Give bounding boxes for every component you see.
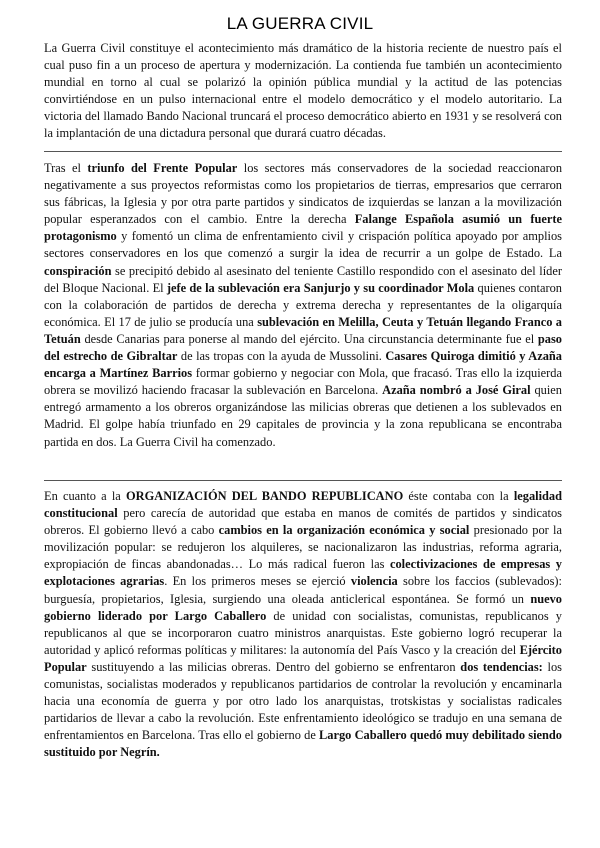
text-run: se precipitó debido al asesinato del teniente Castillo respondido con el asesinato del líder del Bloque Nacional. El <box>44 263 562 295</box>
text-run: sustituyendo a las milicias obreras. Dentro del gobierno se enfrentaron <box>86 659 461 674</box>
emphasized-text: violencia <box>350 574 398 589</box>
emphasized-text: jefe de la sublevación era Sanjurjo y su coordinador Mola <box>166 280 475 295</box>
emphasized-text: sublevación en Melilla, Ceuta y Tetuán llegando Franco a Tetuán <box>44 314 562 346</box>
section-bando-republicano-paragraph <box>44 488 562 762</box>
emphasized-text: Largo Caballero quedó muy debilitado siendo sustituido por Negrín. <box>44 728 562 760</box>
text-run: En cuanto a la <box>44 489 127 503</box>
text-run: . En los primeros meses se ejerció <box>164 574 351 589</box>
text-run: presionado por la movilización popular: se redujeron los alquileres, se nacionalizaron las industrias, reforma agraria, expropiación de fincas abandonadas… Lo más radical fueron las <box>44 523 562 572</box>
emphasized-text: triunfo del Frente Popular <box>87 161 238 175</box>
section-divider <box>44 480 562 481</box>
emphasized-text: Azaña nombró a José Giral <box>382 383 531 398</box>
emphasized-text: cambios en la organización económica y social <box>218 523 470 538</box>
text-run: pero carecía de autoridad que estaba en manos de comités de partidos y sindicatos obreros. El gobierno llevó a cabo <box>44 506 562 538</box>
intro-paragraph: La Guerra Civil constituye el acontecimiento más dramático de la historia reciente de nuestro país el cual puso fin a un proceso de apertura y modernización. La contienda fue también un acontecimiento mundial en torno al cual se polarizó la opinión pública mundial y la actitud de las potencias convirtiéndose en un pulso internacional entre el modelo democrático y el modelo autoritario. La victoria del llamado Bando Nacional truncará el proceso democrático abierto en 1931 y se resolverá con la implantación de una dictadura personal que durará cuatro décadas. <box>44 41 562 141</box>
emphasized-text: ORGANIZACIÓN DEL BANDO REPUBLICANO <box>126 489 404 503</box>
text-run: y fomentó un clima de enfrentamiento civil y crispación política apoyado por amplios sectores conservadores en los que comenzó a surgir la idea de recurrir a un golpe de Estado. La <box>44 229 562 261</box>
text-run: de unidad con socialistas, comunistas, republicanos y republicanos al que se incorporaron cuatro ministros anarquistas. Este gobierno logró recuperar la autoridad y aplicó reformas políticas y militares: la autonomía del País Vasco y la creación del <box>44 608 562 657</box>
text-run: los sectores más conservadores de la sociedad reaccionaron negativamente a sus proyectos reformistas como los propietarios de tierras, empresarios que cerraron sus fábricas, la Iglesia y por otra parte partidos y sindicatos de izquierdas se lanzan a la movilización popular esperanzados con el cambio. Entre la derecha <box>44 161 563 227</box>
page-title: LA GUERRA CIVIL <box>226 14 374 33</box>
emphasized-text: legalidad constitucional <box>44 489 563 521</box>
text-run: los comunistas, socialistas moderados y republicanos partidarios de controlar la revolución y encaminarla hacia una economía de guerra y por otro lado los anarquistas, trotskistas y socialistas radicales partidarios de llevar a cabo la revolución. Este enfrentamiento ideológico se tradujo en una semana de enfrentamientos en Barcelona. Tras ello el gobierno de <box>44 659 562 743</box>
text-run: Tras el <box>44 161 88 175</box>
emphasized-text: paso del estrecho de Gibraltar <box>44 331 562 364</box>
emphasized-text: Falange Española asumió un fuerte protagonismo <box>44 212 562 244</box>
text-run: desde Canarias para ponerse al mando del ejército. Una circunstancia determinante fue el <box>80 331 538 346</box>
emphasized-text: dos tendencias: <box>460 659 543 674</box>
text-run: quienes contaron con la colaboración de partidos de derecha y extrema derecha y representantes de la oligarquía económica. El 17 de julio se producía una <box>44 280 562 329</box>
section-frente-popular-paragraph <box>44 160 562 451</box>
text-run: formar gobierno y negociar con Mola, que fracasó. Tras ello la izquierda obrera se movilizó haciendo fracasar la sublevación en Barcelona. <box>44 366 562 398</box>
emphasized-text: Casares Quiroga dimitió y Azaña encarga a Martínez Barrios <box>44 349 563 381</box>
text-run: quien entregó armamento a los obreros organizándose las milicias obreras que detienen a los sublevados en Madrid. El golpe había triunfado en 29 capitales de provincia y la zona republicana se encontraba partida en dos. La Guerra Civil ha comenzado. <box>44 383 562 449</box>
text-run: sobre los faccios (sublevados): burguesía, propietarios, Iglesia, surgiendo una oleada anticlerical espontánea. Se formó un <box>44 574 562 606</box>
emphasized-text: nuevo gobierno liderado por Largo Caballero <box>44 591 562 623</box>
emphasized-text: conspiración <box>44 263 112 278</box>
emphasized-text: colectivizaciones de empresas y explotaciones agrarias <box>44 557 562 589</box>
text-run: de las tropas con la ayuda de Mussolini. <box>177 349 386 364</box>
text-run: éste contaba con la <box>403 489 514 503</box>
section-divider <box>44 151 562 152</box>
emphasized-text: Ejército Popular <box>44 642 562 674</box>
